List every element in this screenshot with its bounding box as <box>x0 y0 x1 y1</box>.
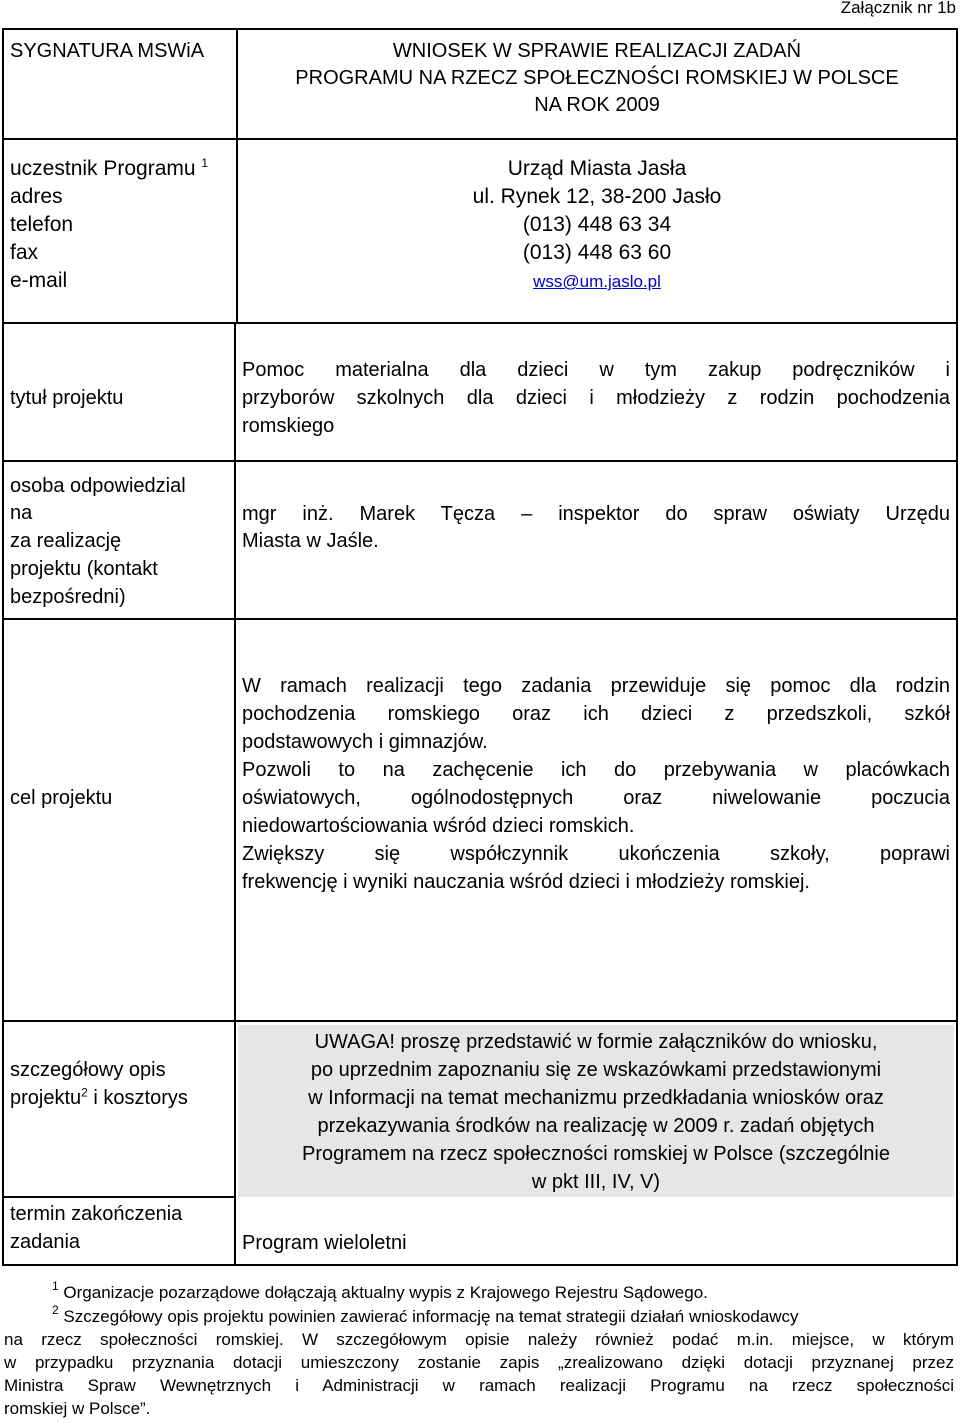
footnote-1: $^1$ Organizacje pozarządowe dołączają aktualny wypis z Krajowego Rejestru Sądowego. <box>52 1279 708 1302</box>
footnote-2: $^2$ Szczegółowy opis projektu powinien zawierać informację na temat strategii działań wnioskodawcy <box>52 1303 799 1326</box>
notice-line: UWAGA! proszę przedstawić w formie załączników do wniosku, <box>314 1031 878 1053</box>
label-line: zadania <box>10 1231 81 1253</box>
phone-value: (013) 448 63 34 <box>522 213 672 236</box>
deadline-value: Program wieloletni <box>242 1232 407 1254</box>
notice-line: w Informacji na temat mechanizmu przedkładania wniosków oraz <box>308 1087 884 1109</box>
participant-label: uczestnik Programu $^1$ <box>10 156 209 180</box>
phone-label: telefon <box>10 213 74 236</box>
notice-line: przekazywania środków na realizację w 2009 r. zadań objętych <box>317 1115 875 1137</box>
footnote-mark: 2 <box>52 1303 59 1317</box>
notice-line: po uprzednim zapoznaniu się ze wskazówkami przedstawionymi <box>310 1059 882 1081</box>
responsible-line: Miasta w Jaśle. <box>242 530 379 552</box>
participant-value: Urząd Miasta Jasła <box>507 157 687 180</box>
attachment-label: Załącznik nr 1b <box>840 0 956 17</box>
goal-line: pochodzenia romskiego oraz ich dzieci z przedszkoli, szkół <box>242 703 950 725</box>
label-line: projektu (kontakt <box>10 558 158 580</box>
project-title-line: Pomoc materialna dla dzieci w tym zakup podręczników i <box>242 359 950 381</box>
goal-line: oświatowych, ogólnodostępnych oraz niwelowanie poczucia <box>242 787 950 809</box>
notice-line: w pkt III, IV, V) <box>531 1171 661 1193</box>
address-label: adres <box>10 185 63 208</box>
project-title-line: przyborów szkolnych dla dzieci i młodzieży z rodzin pochodzenia <box>242 387 950 409</box>
form-title-line: NA ROK 2009 <box>534 94 660 116</box>
footnote-line: romskiej w Polsce”. <box>4 1399 151 1418</box>
goal-line: podstawowych i gimnazjów. <box>242 731 488 753</box>
label-line: za realizację <box>10 530 122 552</box>
label-line: szczegółowy opis <box>10 1059 166 1081</box>
signature-label: SYGNATURA MSWiA <box>10 40 205 62</box>
goal-line: niedowartościowania wśród dzieci romskich. <box>242 815 635 837</box>
responsible-line: mgr inż. Marek Tęcza – inspektor do spraw oświaty Urzędu <box>242 503 950 525</box>
label-line: termin zakończenia <box>10 1203 183 1225</box>
fax-label: fax <box>10 241 39 264</box>
project-title-label: tytuł projektu <box>10 387 124 409</box>
label-line: na <box>10 502 33 524</box>
project-title-line: romskiego <box>242 415 335 437</box>
goal-line: Pozwoli to na zachęcenie ich do przebywania w placówkach <box>242 759 950 781</box>
footnote-line: w przypadku przyznania dotacji umieszczony zostanie zapis „zrealizowano dzięki dotacji przyznanej przez <box>4 1353 954 1372</box>
footnote-mark: 1 <box>52 1279 59 1293</box>
goal-line: frekwencję i wyniki nauczania wśród dzieci i młodzieży romskiej. <box>242 871 810 893</box>
email-link[interactable]: wss@um.jaslo.pl <box>533 272 661 291</box>
goal-line: W ramach realizacji tego zadania przewiduje się pomoc dla rodzin <box>242 675 950 697</box>
address-value: ul. Rynek 12, 38-200 Jasło <box>472 185 722 208</box>
notice-line: Programem na rzecz społeczności romskiej w Polsce (szczególnie <box>302 1143 890 1165</box>
form-title-line: WNIOSEK W SPRAWIE REALIZACJI ZADAŃ <box>392 40 802 62</box>
label-line: osoba odpowiedzial <box>10 475 186 497</box>
goal-line: Zwiększy się współczynnik ukończenia szkoły, poprawi <box>242 843 950 865</box>
project-goal-label: cel projektu <box>10 787 113 809</box>
label-line: projektu$^2$ i kosztorys <box>10 1085 188 1109</box>
form-title-line: PROGRAMU NA RZECZ SPOŁECZNOŚCI ROMSKIEJ W POLSCE <box>295 67 899 89</box>
footnote-ref: 2 <box>81 1085 88 1100</box>
email-label: e-mail <box>10 269 68 292</box>
footnote-ref: 1 <box>201 156 209 170</box>
footnote-line: Ministra Spraw Wewnętrznych i Administracji w ramach realizacji Programu na rzecz społeczności <box>4 1376 954 1395</box>
fax-value: (013) 448 63 60 <box>522 241 672 264</box>
footnote-line: na rzecz społeczności romskiej. W szczegółowym opisie należy również podać m.in. miejsce, w którym <box>4 1330 954 1349</box>
label-line: bezpośredni) <box>10 586 126 608</box>
